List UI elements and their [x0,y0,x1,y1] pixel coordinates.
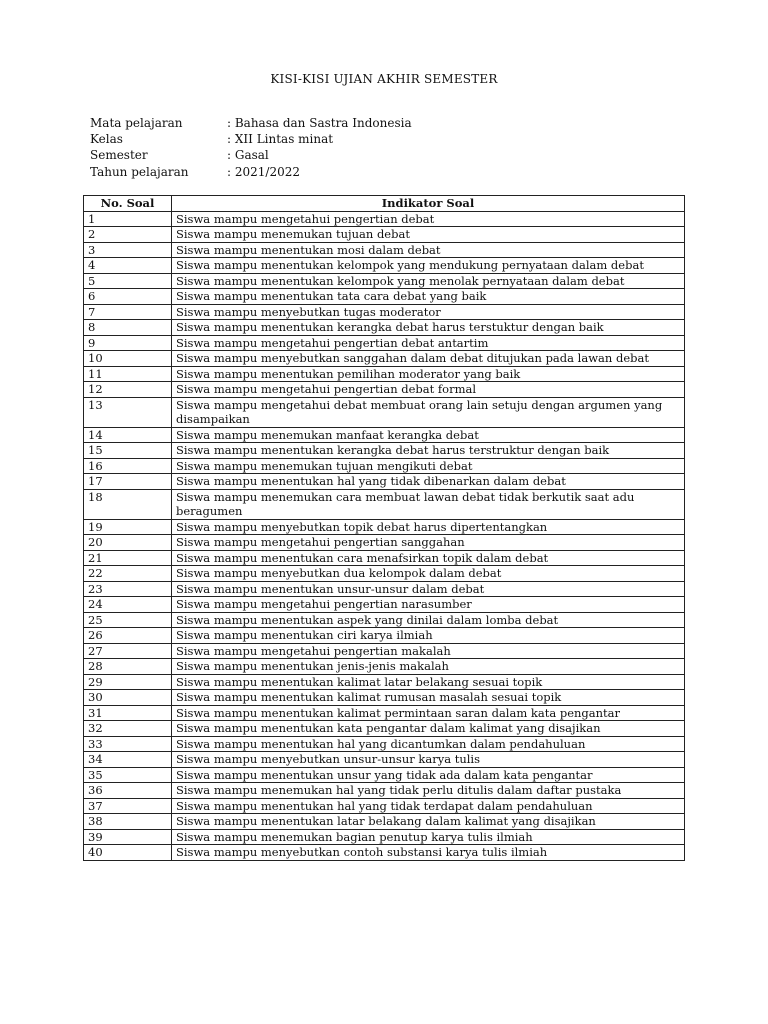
table-row [84,242,685,258]
cell-indikator: Siswa mampu menentukan kelompok yang mendukung pernyataan dalam debat [172,258,685,274]
table-row [84,752,685,768]
cell-no-soal: 2 [84,227,172,243]
table-row [84,659,685,675]
table-row [84,643,685,659]
table-row [84,612,685,628]
cell-no-soal: 17 [84,474,172,490]
table-row [84,845,685,861]
table-row [84,566,685,582]
cell-no-soal: 21 [84,550,172,566]
table-row [84,427,685,443]
cell-no-soal: 1 [84,211,172,227]
meta-value: : 2021/2022 [227,164,300,179]
table-row [84,366,685,382]
table-row [84,227,685,243]
table-row [84,597,685,613]
cell-indikator: Siswa mampu menyebutkan topik debat harus dipertentangkan [172,519,685,535]
table-row [84,304,685,320]
table-row [84,489,685,519]
cell-no-soal: 19 [84,519,172,535]
cell-indikator: Siswa mampu mengetahui debat membuat orang lain setuju dengan argumen yang disampaikan [172,397,685,427]
meta-label: Kelas [90,132,123,147]
cell-no-soal: 33 [84,736,172,752]
cell-indikator: Siswa mampu menemukan tujuan mengikuti debat [172,458,685,474]
cell-no-soal: 30 [84,690,172,706]
cell-indikator: Siswa mampu menentukan kelompok yang menolak pernyataan dalam debat [172,273,685,289]
cell-no-soal: 12 [84,382,172,398]
cell-no-soal: 27 [84,643,172,659]
meta-value: : XII Lintas minat [227,132,334,147]
table-row [84,211,685,227]
table-row [84,690,685,706]
cell-no-soal: 36 [84,783,172,799]
cell-no-soal: 4 [84,258,172,274]
table-row [84,397,685,427]
cell-indikator: Siswa mampu mengetahui pengertian narasumber [172,597,685,613]
document-meta [90,115,412,180]
meta-row [90,115,412,131]
cell-indikator: Siswa mampu menentukan kata pengantar dalam kalimat yang disajikan [172,721,685,737]
header-no-soal: No. Soal [84,196,172,212]
cell-indikator: Siswa mampu menyebutkan sanggahan dalam debat ditujukan pada lawan debat [172,351,685,367]
cell-indikator: Siswa mampu menentukan kalimat rumusan masalah sesuai topik [172,690,685,706]
meta-label: Tahun pelajaran [90,164,189,179]
cell-no-soal: 10 [84,351,172,367]
cell-no-soal: 38 [84,814,172,830]
cell-indikator: Siswa mampu menentukan kerangka debat harus terstuktur dengan baik [172,320,685,336]
cell-indikator: Siswa mampu mengetahui pengertian debat [172,211,685,227]
cell-no-soal: 26 [84,628,172,644]
meta-row [90,147,412,163]
cell-indikator: Siswa mampu menentukan kerangka debat harus terstruktur dengan baik [172,443,685,459]
cell-indikator: Siswa mampu menentukan hal yang tidak dibenarkan dalam debat [172,474,685,490]
table-row [84,674,685,690]
cell-indikator: Siswa mampu menentukan pemilihan moderator yang baik [172,366,685,382]
cell-no-soal: 8 [84,320,172,336]
cell-no-soal: 15 [84,443,172,459]
cell-no-soal: 14 [84,427,172,443]
table-row [84,535,685,551]
cell-no-soal: 24 [84,597,172,613]
cell-no-soal: 32 [84,721,172,737]
table-row [84,519,685,535]
table-row [84,705,685,721]
table-row [84,474,685,490]
document-title: KISI-KISI UJIAN AKHIR SEMESTER [270,72,498,86]
table-row [84,273,685,289]
meta-value: : Bahasa dan Sastra Indonesia [227,116,412,130]
cell-no-soal: 5 [84,273,172,289]
table-row [84,258,685,274]
cell-indikator: Siswa mampu menentukan mosi dalam debat [172,242,685,258]
cell-indikator: Siswa mampu menemukan hal yang tidak perlu ditulis dalam daftar pustaka [172,783,685,799]
table-row [84,550,685,566]
indicator-table [83,195,685,861]
table-row [84,721,685,737]
cell-no-soal: 11 [84,366,172,382]
cell-indikator: Siswa mampu menentukan latar belakang dalam kalimat yang disajikan [172,814,685,830]
cell-no-soal: 39 [84,829,172,845]
cell-no-soal: 7 [84,304,172,320]
cell-indikator: Siswa mampu mengetahui pengertian sanggahan [172,535,685,551]
cell-indikator: Siswa mampu menyebutkan tugas moderator [172,304,685,320]
cell-no-soal: 34 [84,752,172,768]
cell-indikator: Siswa mampu menyebutkan dua kelompok dalam debat [172,566,685,582]
cell-indikator: Siswa mampu menentukan hal yang tidak terdapat dalam pendahuluan [172,798,685,814]
cell-no-soal: 13 [84,397,172,427]
table-row [84,783,685,799]
cell-no-soal: 22 [84,566,172,582]
cell-no-soal: 9 [84,335,172,351]
table-row [84,736,685,752]
table-row [84,289,685,305]
cell-indikator: Siswa mampu menentukan aspek yang dinilai dalam lomba debat [172,612,685,628]
table-row [84,829,685,845]
cell-indikator: Siswa mampu menentukan kalimat permintaan saran dalam kata pengantar [172,705,685,721]
cell-indikator: Siswa mampu menyebutkan unsur-unsur karya tulis [172,752,685,768]
cell-no-soal: 16 [84,458,172,474]
table-row [84,351,685,367]
table-row [84,458,685,474]
table-row [84,320,685,336]
cell-indikator: Siswa mampu menentukan hal yang dicantumkan dalam pendahuluan [172,736,685,752]
meta-value: : Gasal [227,148,269,163]
cell-indikator: Siswa mampu menentukan cara menafsirkan topik dalam debat [172,550,685,566]
table-row [84,767,685,783]
cell-indikator: Siswa mampu menentukan jenis-jenis makalah [172,659,685,675]
cell-no-soal: 28 [84,659,172,675]
meta-row [90,131,412,147]
cell-indikator: Siswa mampu menemukan manfaat kerangka debat [172,427,685,443]
cell-no-soal: 23 [84,581,172,597]
cell-indikator: Siswa mampu menemukan cara membuat lawan debat tidak berkutik saat adu beragumen [172,489,685,519]
meta-row [90,164,412,180]
cell-indikator: Siswa mampu menentukan tata cara debat yang baik [172,289,685,305]
meta-label: Semester [90,148,148,163]
table-row [84,335,685,351]
table-header-row [84,196,685,212]
table-row [84,382,685,398]
cell-no-soal: 29 [84,674,172,690]
table-row [84,628,685,644]
table-row [84,814,685,830]
cell-indikator: Siswa mampu mengetahui pengertian debat antartim [172,335,685,351]
meta-label: Mata pelajaran [90,116,183,130]
cell-no-soal: 40 [84,845,172,861]
cell-no-soal: 25 [84,612,172,628]
cell-indikator: Siswa mampu menentukan unsur yang tidak ada dalam kata pengantar [172,767,685,783]
table-row [84,443,685,459]
cell-no-soal: 31 [84,705,172,721]
cell-no-soal: 6 [84,289,172,305]
header-indikator-soal: Indikator Soal [172,196,685,212]
cell-indikator: Siswa mampu menemukan tujuan debat [172,227,685,243]
cell-indikator: Siswa mampu menyebutkan contoh substansi karya tulis ilmiah [172,845,685,861]
cell-indikator: Siswa mampu menentukan kalimat latar belakang sesuai topik [172,674,685,690]
table-row [84,581,685,597]
table-row [84,798,685,814]
cell-no-soal: 18 [84,489,172,519]
cell-no-soal: 37 [84,798,172,814]
cell-indikator: Siswa mampu menentukan unsur-unsur dalam debat [172,581,685,597]
cell-no-soal: 35 [84,767,172,783]
cell-indikator: Siswa mampu menentukan ciri karya ilmiah [172,628,685,644]
cell-indikator: Siswa mampu menemukan bagian penutup karya tulis ilmiah [172,829,685,845]
cell-no-soal: 20 [84,535,172,551]
cell-no-soal: 3 [84,242,172,258]
cell-indikator: Siswa mampu mengetahui pengertian makalah [172,643,685,659]
cell-indikator: Siswa mampu mengetahui pengertian debat formal [172,382,685,398]
